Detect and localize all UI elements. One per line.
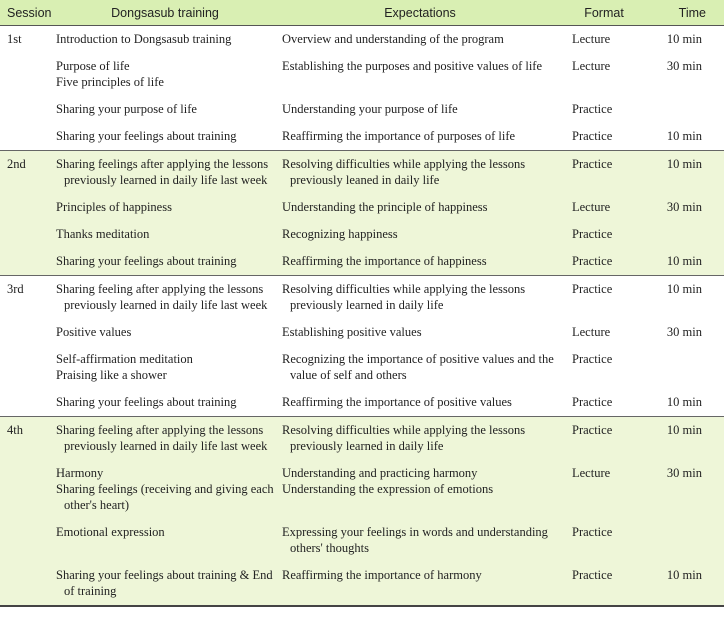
session-cell [0, 194, 52, 221]
training-line: Harmony [56, 466, 104, 480]
expectation-line: Establishing the purposes and positive values of life [282, 59, 543, 73]
training-line: Five principles of life [56, 75, 164, 89]
format-cell: Practice [562, 417, 646, 461]
time-cell: 10 min [646, 276, 724, 320]
table-row [0, 417, 724, 461]
format-cell: Lecture [572, 59, 611, 73]
time-cell: 10 min [646, 151, 724, 195]
training-line: Positive values [56, 325, 132, 339]
format-cell: Lecture [572, 200, 611, 214]
expectations-cell [278, 151, 562, 195]
training-line: Sharing your feelings about training [56, 129, 237, 143]
table-row [0, 346, 724, 389]
format-cell: Practice [572, 102, 613, 116]
training-cell [52, 26, 278, 54]
table-row [0, 460, 724, 519]
expectation-line: Recognizing the importance of positive values and the value of self and others [282, 352, 554, 382]
training-cell [52, 519, 278, 562]
training-line: Praising like a shower [56, 368, 167, 382]
expectations-cell [278, 460, 562, 519]
session-cell: 3rd [0, 276, 52, 320]
training-line: Sharing feeling after applying the lessons previously learned in daily life last week [56, 423, 268, 453]
training-cell [52, 562, 278, 606]
header-expectations: Expectations [278, 0, 562, 26]
table-row [0, 319, 724, 346]
session-group [0, 151, 724, 276]
header-training: Dongsasub training [52, 0, 278, 26]
training-line: Purpose of life [56, 59, 130, 73]
format-cell: Practice [572, 227, 613, 241]
session-group [0, 276, 724, 417]
training-line: Sharing your feelings about training [56, 395, 237, 409]
expectation-line: Understanding the expression of emotions [282, 482, 494, 496]
time-cell: 10 min [646, 26, 724, 54]
expectations-cell [278, 123, 562, 151]
format-cell: Practice [562, 562, 646, 606]
training-cell [52, 417, 278, 461]
expectation-line: Resolving difficulties while applying the lessons previously learned in daily life [282, 423, 526, 453]
training-cell [52, 389, 278, 417]
expectation-line: Expressing your feelings in words and understanding others' thoughts [282, 525, 548, 555]
session-cell [0, 53, 52, 96]
expectation-line: Resolving difficulties while applying the lessons previously learned in daily life [282, 282, 526, 312]
expectation-line: Resolving difficulties while applying the lessons previously leaned in daily life [282, 157, 526, 187]
training-cell [52, 221, 278, 248]
table-row [0, 519, 724, 562]
format-cell: Lecture [572, 466, 611, 480]
expectation-line: Reaffirming the importance of positive values [282, 395, 512, 409]
training-line: Sharing your feelings about training [56, 254, 237, 268]
session-cell [0, 460, 52, 519]
table-row [0, 389, 724, 417]
training-cell [52, 276, 278, 320]
session-cell [0, 248, 52, 276]
expectations-cell [278, 346, 562, 389]
table-row [0, 26, 724, 54]
table-row [0, 221, 724, 248]
table-row [0, 151, 724, 195]
session-group [0, 417, 724, 607]
format-cell: Practice [572, 395, 613, 409]
header-row [0, 0, 724, 26]
training-line: Sharing your purpose of life [56, 102, 197, 116]
training-line: Sharing feelings (receiving and giving each other's heart) [56, 482, 274, 512]
session-cell: 1st [0, 26, 52, 54]
header-session: Session [0, 0, 52, 26]
training-cell [52, 96, 278, 123]
format-cell: Practice [572, 352, 613, 366]
expectation-line: Recognizing happiness [282, 227, 398, 241]
expectations-cell [278, 248, 562, 276]
format-cell: Lecture [572, 325, 611, 339]
table-row [0, 276, 724, 320]
training-line: Sharing feelings after applying the lessons previously learned in daily life last week [56, 157, 269, 187]
expectations-cell [278, 519, 562, 562]
expectations-cell [278, 53, 562, 96]
training-cell [52, 151, 278, 195]
time-cell: 10 min [666, 395, 702, 409]
training-cell [52, 346, 278, 389]
time-cell: 30 min [666, 200, 702, 214]
training-cell [52, 53, 278, 96]
expectation-line: Reaffirming the importance of happiness [282, 254, 487, 268]
expectation-line: Establishing positive values [282, 325, 422, 339]
expectations-cell [278, 26, 562, 54]
format-cell: Practice [562, 276, 646, 320]
session-cell [0, 221, 52, 248]
time-cell [646, 346, 724, 389]
training-line: Self-affirmation meditation [56, 352, 193, 366]
time-cell: 10 min [646, 417, 724, 461]
expectations-cell [278, 562, 562, 606]
training-line: Principles of happiness [56, 200, 172, 214]
expectations-cell [278, 389, 562, 417]
expectation-line: Understanding and practicing harmony [282, 466, 478, 480]
header-time: Time [646, 0, 724, 26]
training-line: Introduction to Dongsasub training [56, 32, 232, 46]
expectations-cell [278, 221, 562, 248]
table-row [0, 562, 724, 606]
table-row [0, 123, 724, 151]
session-group [0, 26, 724, 151]
training-cell [52, 460, 278, 519]
time-cell: 10 min [666, 254, 702, 268]
session-cell [0, 519, 52, 562]
expectations-cell [278, 96, 562, 123]
session-cell [0, 96, 52, 123]
table-row [0, 194, 724, 221]
format-cell: Practice [572, 525, 613, 539]
session-cell [0, 319, 52, 346]
table-row [0, 53, 724, 96]
training-cell [52, 123, 278, 151]
expectations-cell [278, 276, 562, 320]
header-format: Format [562, 0, 646, 26]
time-cell: 30 min [666, 325, 702, 339]
session-cell [0, 123, 52, 151]
session-cell: 2nd [0, 151, 52, 195]
expectation-line: Reaffirming the importance of purposes of life [282, 129, 516, 143]
table-row [0, 96, 724, 123]
time-cell [646, 221, 724, 248]
session-cell: 4th [0, 417, 52, 461]
training-line: Sharing feeling after applying the lessons previously learned in daily life last week [56, 282, 268, 312]
session-cell [0, 389, 52, 417]
format-cell: Practice [562, 151, 646, 195]
expectation-line: Reaffirming the importance of harmony [282, 568, 482, 582]
time-cell [646, 96, 724, 123]
expectations-cell [278, 194, 562, 221]
training-line: Thanks meditation [56, 227, 150, 241]
training-cell [52, 248, 278, 276]
session-cell [0, 562, 52, 606]
training-line: Sharing your feelings about training & End of training [56, 568, 273, 598]
time-cell: 10 min [666, 129, 702, 143]
time-cell: 30 min [666, 466, 702, 480]
training-line: Emotional expression [56, 525, 165, 539]
expectation-line: Understanding the principle of happiness [282, 200, 488, 214]
table-row [0, 248, 724, 276]
training-cell [52, 319, 278, 346]
training-cell [52, 194, 278, 221]
time-cell [646, 519, 724, 562]
expectation-line: Overview and understanding of the program [282, 32, 504, 46]
format-cell: Practice [572, 254, 613, 268]
time-cell: 10 min [646, 562, 724, 606]
expectations-cell [278, 319, 562, 346]
session-cell [0, 346, 52, 389]
format-cell: Lecture [562, 26, 646, 54]
format-cell: Practice [572, 129, 613, 143]
expectation-line: Understanding your purpose of life [282, 102, 458, 116]
expectations-cell [278, 417, 562, 461]
time-cell: 30 min [666, 59, 702, 73]
